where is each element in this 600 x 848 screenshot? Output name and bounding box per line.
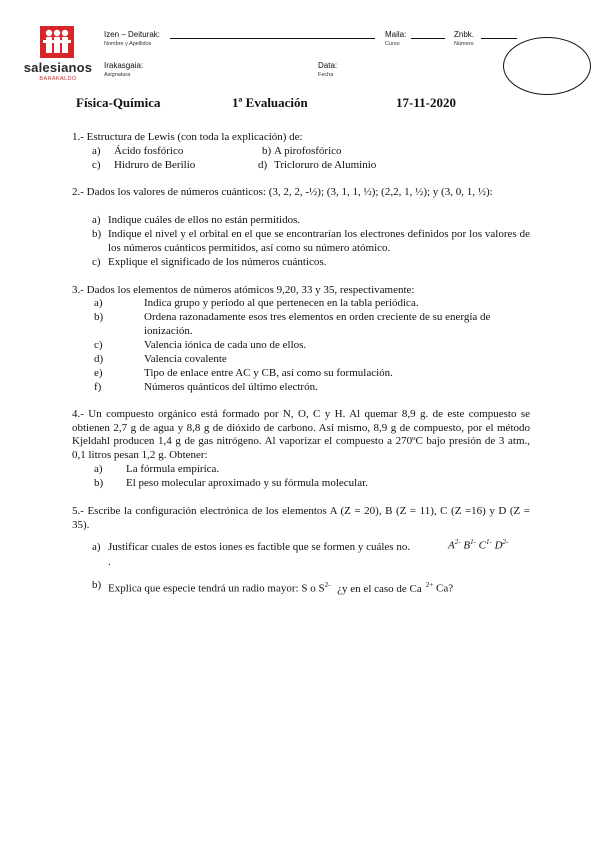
q5-b-text [108,579,453,596]
ion-c: C [478,539,486,552]
q1-item-b-tag: b) [262,145,272,157]
q5-b-sup1: 2- [324,581,331,589]
q4-stem: 4.- Un compuesto orgánico está formado por N, O, C y H. Al quemar 8,9 g. de este compuesto se obtienen 2,7 g de agua y 8,8 g de dióxido de carbono. Así mismo, 8,9 g de compuesto, por el método Kjeldahl producen 1,4 g de gas nitrógeno. Al vaporizar el compuesto a 270ºC bajo presión de 3 atm., 0,1 litros pesan 1,2 g. Obtener: [72,408,530,461]
q5-b-part3: Ca? [435,582,454,595]
q5-ions [448,536,508,553]
q2-item-a: Indique cuáles de ellos no están permitidos. [108,214,301,226]
zbk-label: Znbk. [454,30,475,39]
q4-item-a-tag: a) [94,463,103,475]
q5-a-dot: . [108,556,111,568]
maila-sub-label: Curso [385,41,400,47]
q2-item-b-tag: b) [92,228,102,240]
q5-b-sup2: 2+ [425,581,434,589]
q2-item-c: Explique el significado de los números cuánticos. [108,256,327,268]
logo-brand: salesianos [23,60,93,75]
q3-item-d-tag: d) [94,353,104,365]
q2-item-b: Indique el nivel y el orbital en el que se encontrarían los electrones definidos por los valores de los números cuánticos permitidos, así como su número atómico. [108,228,530,254]
evaluation-title: 1ª Evaluación [232,95,308,110]
q1-stem: 1.- Estructura de Lewis (con toda la explicación) de: [72,131,303,143]
q2-item-a-tag: a) [92,214,101,226]
q1-item-b: A pirofosfórico [274,145,342,157]
q5-a-tag: a) [92,541,101,553]
q3-item-a: Indica grupo y periodo al que pertenecen en la tabla periódica. [144,297,419,309]
izen-input[interactable] [170,38,375,39]
q5-b-part2: ¿y en el caso de Ca [337,582,422,595]
q3-item-c-tag: c) [94,339,103,351]
q1-item-d: Tricloruro de Aluminio [274,159,377,171]
ion-d: D [494,539,503,552]
maila-label: Maila: [385,30,407,39]
q3-item-b: Ordena razonadamente esos tres elementos en orden creciente de su energía de ionización. [144,311,491,337]
q2-item-c-tag: c) [92,256,101,268]
irakasgaia-sub-label: Asignatura [104,72,131,78]
izen-label: Izen – Deiturak: [104,30,161,39]
ion-d-charge: 2- [502,538,509,546]
q4-item-b-tag: b) [94,477,104,489]
q5-stem: 5.- Escribe la configuración electrónica de los elementos A (Z = 20), B (Z = 11), C (Z =16) y D (Z = 35). [72,505,530,531]
q1-item-a: Ácido fosfórico [114,145,184,157]
q5-a-text: Justificar cuales de estos iones es factible que se formen y cuáles no. [108,541,411,553]
grade-circle[interactable] [503,37,591,95]
zbk-sub-label: Número [454,41,474,47]
exam-date: 17-11-2020 [396,95,456,110]
irakasgaia-label: Irakasgaia: [104,61,144,70]
q2-stem: 2.- Dados los valores de números cuánticos: (3, 2, 2, -½); (3, 1, 1, ½); (2,2, 1, ½); y (3, 0, 1, ½): [72,186,493,198]
q3-item-e: Tipo de enlace entre AC y CB, así como su formulación. [144,367,393,379]
ion-a-charge: 2- [454,538,461,546]
subject-title: Física-Química [76,95,161,110]
q4-item-b: El peso molecular aproximado y su fórmula molecular. [126,477,368,489]
q1-item-d-tag: d) [258,159,268,171]
q3-item-f-tag: f) [94,381,102,393]
q4-item-a: La fórmula empírica. [126,463,220,475]
ion-b: B [463,539,471,552]
ion-a: A [448,539,455,552]
q3-item-e-tag: e) [94,367,103,379]
logo [18,24,98,86]
q3-item-b-tag: b) [94,311,104,323]
q1-item-c: Hidruro de Berilio [114,159,196,171]
data-sub-label: Fecha [318,72,334,78]
logo-location: BARAKALDO [39,76,77,82]
q1-item-a-tag: a) [92,145,101,157]
data-label: Data: [318,61,338,70]
ion-b-charge: 1- [470,538,476,546]
izen-sub-label: Nombre y Apellidos [104,41,152,47]
salesianos-logo-icon [40,26,74,58]
zbk-input[interactable] [481,38,517,39]
q3-item-d: Valencia covalente [144,353,227,365]
q5-b-part1: Explica que especie tendrá un radio mayor: S o S [108,582,325,595]
q3-item-a-tag: a) [94,297,103,309]
q3-stem: 3.- Dados los elementos de números atómicos 9,20, 33 y 35, respectivamente: [72,284,415,296]
q5-b-tag: b) [92,579,102,591]
ion-c-charge: 1- [486,538,492,546]
q3-item-c: Valencia iónica de cada uno de ellos. [144,339,307,351]
q3-item-f: Números quánticos del último electrón. [144,381,318,393]
maila-input[interactable] [411,38,445,39]
q1-item-c-tag: c) [92,159,101,171]
